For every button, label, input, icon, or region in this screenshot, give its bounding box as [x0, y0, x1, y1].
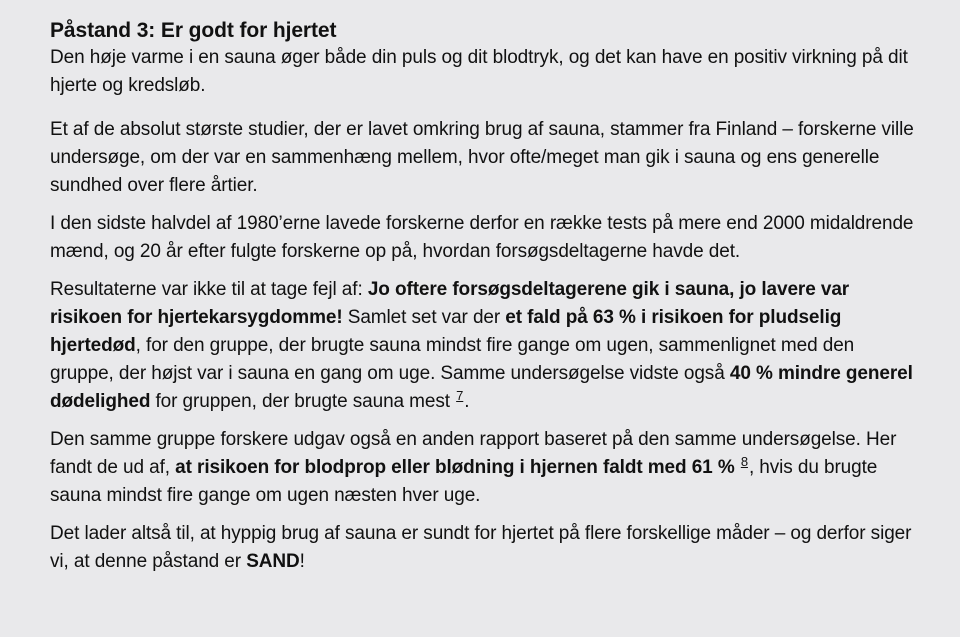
text-run: Resultaterne var ikke til at tage fejl af: — [50, 279, 368, 300]
bold-text: et fald på 63 % i risikoen for pludselig hjertedød — [50, 307, 842, 356]
paragraph-tests: I den sidste halvdel af 1980’erne lavede forskerne derfor en række tests på mere end 2000 midaldrende mænd, og 20 år efter fulgte forskerne op på, hvordan forsøgsdeltagerne havde det. — [50, 213, 914, 262]
section-heading: Påstand 3: Er godt for hjertet — [50, 19, 337, 42]
text-run: Det lader altså til, at hyppig brug af sauna er sundt for hjertet på flere forskellige måder – og derfor siger vi, at denne påstand er — [50, 523, 912, 572]
footnote-link-8[interactable]: 8 — [740, 454, 748, 469]
text-run: Samlet set var der — [342, 307, 506, 328]
text-run: ! — [299, 551, 305, 572]
bold-text: at risikoen for blodprop eller blødning i hjernen faldt med 61 % — [175, 457, 735, 478]
text-run: . — [464, 391, 470, 412]
text-run: Den samme gruppe forskere udgav også en anden rapport baseret på den samme undersøgelse. Her fandt de ud af, — [50, 429, 897, 478]
footnote-link-7[interactable]: 7 — [456, 388, 464, 403]
bold-text: Jo oftere forsøgsdeltagerene gik i sauna, jo lavere var risikoen for hjertekarsygdomme! — [50, 279, 850, 328]
paragraph-second-report — [50, 426, 920, 510]
text-run: , hvis du brugte sauna mindst fire gange om ugen næsten hver uge. — [50, 457, 878, 506]
text-run: for gruppen, der brugte sauna mest — [150, 391, 456, 412]
paragraph-conclusion — [50, 520, 920, 576]
bold-text: 40 % mindre generel dødelighed — [50, 363, 913, 412]
text-run: , for den gruppe, der brugte sauna mindst fire gange om ugen, sammenlignet med den gruppe, der højst var i sauna en gang om uge. Samme undersøgelse vidste også — [50, 335, 855, 384]
paragraph-study: Et af de absolut største studier, der er lavet omkring brug af sauna, stammer fra Finland – forskerne ville undersøge, om der var en sammenhæng mellem, hvor ofte/meget man gik i sauna og ens generelle sundhed over flere årtier. — [50, 119, 914, 196]
paragraph-results — [50, 276, 920, 416]
bold-text: SAND — [246, 551, 300, 572]
paragraph-intro: Den høje varme i en sauna øger både din puls og dit blodtryk, og det kan have en positiv virkning på dit hjerte og kredsløb. — [50, 47, 908, 96]
